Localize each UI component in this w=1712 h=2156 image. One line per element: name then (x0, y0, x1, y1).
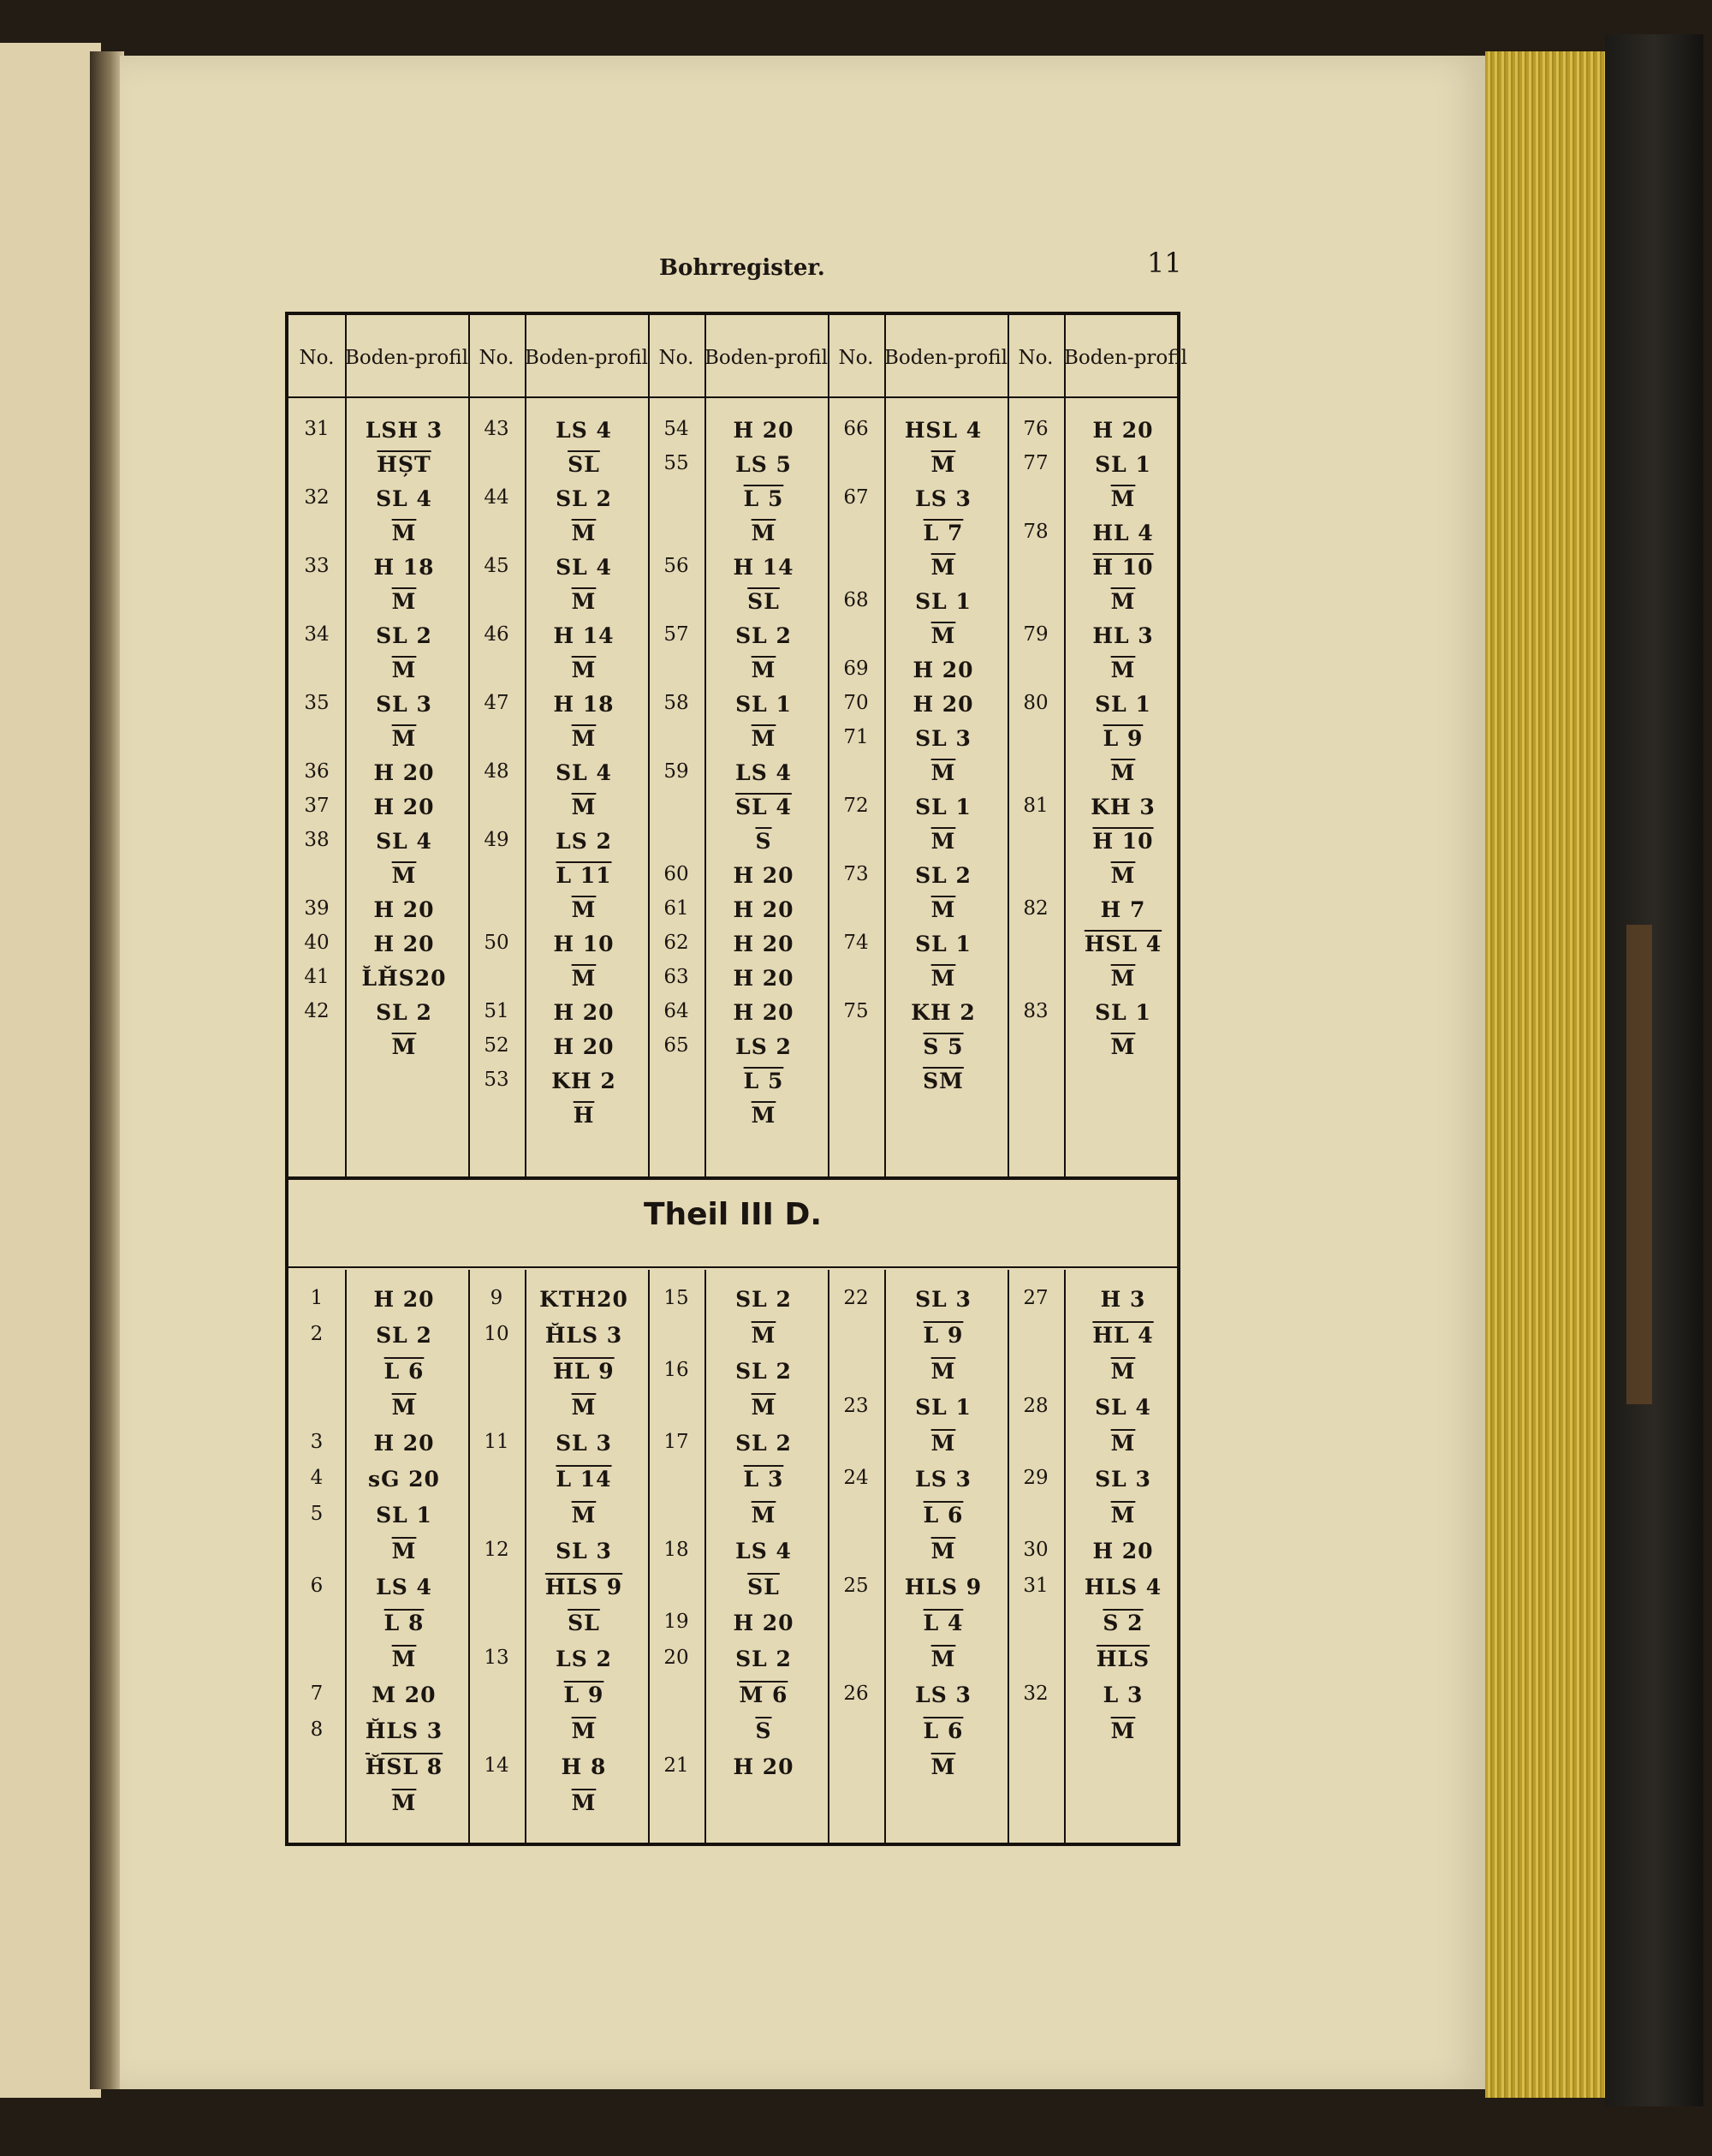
soil-profile: sG 20 (368, 1467, 440, 1492)
soil-profile: $\overline{M}$ (1110, 863, 1136, 888)
column-divider (1064, 1270, 1066, 1843)
soil-profile: LS 3 (915, 1683, 972, 1707)
soil-profile: M 20 (372, 1683, 437, 1707)
soil-profile: $\overline{M}$ (391, 1539, 417, 1563)
soil-profile: $\overline{M}$ (571, 589, 597, 614)
soil-profile: $\overline{M}$ (1110, 1359, 1136, 1384)
soil-profile: SL 3 (376, 692, 432, 717)
entry-number: 76 (1023, 418, 1049, 440)
soil-profile: SL 4 (376, 486, 432, 511)
soil-profile: H 20 (733, 932, 794, 956)
soil-profile: $\overline{M}$ (1110, 486, 1136, 511)
book-gutter (90, 51, 124, 2089)
soil-profile: SL 1 (735, 692, 792, 717)
entry-number: 70 (843, 692, 869, 714)
soil-profile: $\overline{M}$ (930, 452, 956, 477)
soil-profile: KTH20 (539, 1287, 628, 1312)
entry-number: 83 (1023, 1000, 1049, 1022)
soil-profile: L 9 (1103, 726, 1144, 751)
soil-profile: $\overline{M}$ (571, 521, 597, 545)
page-number: 11 (1147, 247, 1182, 279)
entry-number: 16 (663, 1359, 689, 1381)
entry-number: 39 (304, 897, 330, 920)
soil-profile: LSH 3 (365, 418, 443, 443)
cover-wear (1626, 925, 1652, 1404)
book-cover (1605, 34, 1703, 2106)
soil-profile: SL 3 (556, 1431, 612, 1456)
entry-number: 80 (1023, 692, 1049, 714)
soil-profile: $\overline{M}$ (930, 897, 956, 922)
soil-profile: L 3 (743, 1467, 784, 1492)
soil-profile: SL 4 (735, 795, 792, 819)
soil-profile: $\overline{M}$ (571, 726, 597, 751)
entry-number: 21 (663, 1754, 689, 1777)
soil-profile: $\overline{SL}$ (568, 452, 600, 477)
entry-number: 57 (663, 623, 689, 646)
soil-profile: H 14 (553, 623, 615, 648)
soil-profile: SL 1 (915, 1395, 972, 1420)
soil-profile: LS 3 (915, 1467, 972, 1492)
entry-number: 9 (490, 1287, 503, 1309)
soil-profile: H 20 (373, 760, 435, 785)
column-header-profile: Boden-profil (884, 346, 1008, 369)
entry-number: 43 (484, 418, 509, 440)
soil-profile: $\overline{M}$ (391, 1395, 417, 1420)
entry-number: 68 (843, 589, 869, 611)
soil-profile: SL 2 (556, 486, 612, 511)
soil-profile: S 2 (1103, 1611, 1144, 1635)
soil-profile: HLS 9 (904, 1575, 983, 1599)
entry-number: 2 (310, 1323, 324, 1345)
soil-profile: HL 3 (1092, 623, 1154, 648)
soil-profile: SL 3 (1095, 1467, 1151, 1492)
entry-number: 4 (310, 1467, 324, 1489)
soil-profile: H 3 (1100, 1287, 1146, 1312)
soil-profile: H 10 (1092, 555, 1154, 580)
entry-number: 30 (1023, 1539, 1049, 1561)
soil-profile: H 20 (733, 1754, 794, 1779)
soil-profile: $\overline{M}$ (571, 897, 597, 922)
entry-number: 67 (843, 486, 869, 509)
soil-profile: L 3 (1103, 1683, 1144, 1707)
soil-profile: L 9 (923, 1323, 964, 1348)
entry-number: 72 (843, 795, 869, 817)
entry-number: 66 (843, 418, 869, 440)
column-header-no: No. (299, 346, 335, 369)
soil-profile: $\overline{M}$ (1110, 1034, 1136, 1059)
entry-number: 23 (843, 1395, 869, 1417)
entry-number: 64 (663, 1000, 689, 1022)
entry-number: 63 (663, 966, 689, 988)
soil-profile: $\overline{M}$ (1110, 1431, 1136, 1456)
soil-profile: $\overline{M}$ (391, 1790, 417, 1815)
column-divider (1008, 315, 1009, 1180)
soil-profile: H 20 (373, 932, 435, 956)
soil-profile: H 20 (1092, 1539, 1154, 1563)
column-divider (704, 315, 706, 1180)
soil-profile: $\overline{M}$ (751, 658, 776, 682)
entry-number: 28 (1023, 1395, 1049, 1417)
soil-profile: $\overline{M}$ (751, 1395, 776, 1420)
soil-profile: H 7 (1100, 897, 1146, 922)
soil-profile: H 8 (561, 1754, 607, 1779)
soil-profile: $\overline{M}$ (391, 1647, 417, 1671)
soil-profile: HL 4 (1092, 521, 1154, 545)
soil-profile: $\overline{SL}$ (747, 589, 780, 614)
soil-profile: H 20 (733, 418, 794, 443)
entry-number: 75 (843, 1000, 869, 1022)
entry-number: 53 (484, 1069, 509, 1091)
column-header-no: No. (658, 346, 694, 369)
soil-profile: L 8 (383, 1611, 425, 1635)
soil-profile: L 14 (556, 1467, 612, 1492)
entry-number: 26 (843, 1683, 869, 1705)
soil-profile: L 5 (743, 486, 784, 511)
soil-profile: LS 2 (556, 829, 612, 854)
entry-number: 77 (1023, 452, 1049, 474)
entry-number: 65 (663, 1034, 689, 1057)
entry-number: 36 (304, 760, 330, 783)
soil-profile: $\overline{M}$ (1110, 760, 1136, 785)
bohrregister-table (285, 312, 1187, 1846)
entry-number: 27 (1023, 1287, 1049, 1309)
column-divider (525, 1270, 526, 1843)
soil-profile: HLS 9 (544, 1575, 623, 1599)
soil-profile: SL 2 (735, 623, 792, 648)
section-rule (288, 1266, 1177, 1268)
soil-profile: LS 3 (915, 486, 972, 511)
entry-number: 13 (484, 1647, 509, 1669)
soil-profile: H̆LS 3 (544, 1323, 623, 1348)
soil-profile: SL 2 (376, 1000, 432, 1025)
soil-profile: SL 2 (376, 1323, 432, 1348)
column-divider (884, 1270, 886, 1843)
soil-profile: $\overline{M}$ (930, 760, 956, 785)
soil-profile: $\overline{M}$ (930, 1359, 956, 1384)
soil-profile: $\overline{SL}$ (568, 1611, 600, 1635)
soil-profile: SL 4 (556, 760, 612, 785)
entry-number: 46 (484, 623, 509, 646)
entry-number: 81 (1023, 795, 1049, 817)
entry-number: 55 (663, 452, 689, 474)
soil-profile: HSL 4 (904, 418, 983, 443)
entry-number: 71 (843, 726, 869, 748)
soil-profile: L 11 (556, 863, 612, 888)
soil-profile: H 20 (373, 795, 435, 819)
entry-number: 37 (304, 795, 330, 817)
entry-number: 49 (484, 829, 509, 851)
soil-profile: SL 1 (915, 795, 972, 819)
column-divider (525, 315, 526, 1180)
entry-number: 15 (663, 1287, 689, 1309)
soil-profile: L 6 (923, 1503, 964, 1528)
soil-profile: $\overline{M}$ (751, 1103, 776, 1128)
soil-profile: H 18 (553, 692, 615, 717)
entry-number: 59 (663, 760, 689, 783)
entry-number: 60 (663, 863, 689, 885)
soil-profile: $\overline{SM}$ (923, 1069, 964, 1093)
entry-number: 32 (1023, 1683, 1049, 1705)
entry-number: 14 (484, 1754, 509, 1777)
soil-profile: LS 4 (735, 760, 792, 785)
soil-profile: L 6 (383, 1359, 425, 1384)
soil-profile: H 20 (373, 897, 435, 922)
soil-profile: $\overline{M}$ (751, 1503, 776, 1528)
soil-profile: SL 1 (915, 589, 972, 614)
soil-profile: H 20 (373, 1287, 435, 1312)
entry-number: 79 (1023, 623, 1049, 646)
column-divider (884, 315, 886, 1180)
soil-profile: H 20 (733, 897, 794, 922)
section-title: Theil III D. (643, 1197, 823, 1232)
entry-number: 32 (304, 486, 330, 509)
entry-number: 35 (304, 692, 330, 714)
soil-profile: H 18 (373, 555, 435, 580)
entry-number: 42 (304, 1000, 330, 1022)
soil-profile: $\overline{M}$ (391, 726, 417, 751)
soil-profile: $\overline{H}$ (573, 1103, 595, 1128)
soil-profile: SL 4 (556, 555, 612, 580)
soil-profile: $\overline{S}$ (755, 829, 772, 854)
soil-profile: $\overline{M}$ (1110, 1503, 1136, 1528)
soil-profile: $\overline{M}$ (930, 966, 956, 991)
soil-profile: H 20 (553, 1034, 615, 1059)
entry-number: 19 (663, 1611, 689, 1633)
entry-number: 31 (304, 418, 330, 440)
entry-number: 20 (663, 1647, 689, 1669)
soil-profile: $\overline{M}$ (930, 1647, 956, 1671)
section-rule (288, 1176, 1177, 1180)
column-header-profile: Boden-profil (1064, 346, 1187, 369)
column-header-no: No. (1018, 346, 1054, 369)
soil-profile: $\overline{M}$ (391, 863, 417, 888)
soil-profile: $\overline{M}$ (571, 966, 597, 991)
soil-profile: $\overline{M}$ (751, 726, 776, 751)
entry-number: 18 (663, 1539, 689, 1561)
soil-profile: H 20 (733, 863, 794, 888)
soil-profile: H 10 (553, 932, 615, 956)
entry-number: 31 (1023, 1575, 1049, 1597)
entry-number: 34 (304, 623, 330, 646)
soil-profile: H 20 (912, 692, 974, 717)
soil-profile: H 20 (733, 966, 794, 991)
entry-number: 61 (663, 897, 689, 920)
soil-profile: SL 2 (735, 1359, 792, 1384)
entry-number: 82 (1023, 897, 1049, 920)
soil-profile: H 20 (553, 1000, 615, 1025)
entry-number: 69 (843, 658, 869, 680)
soil-profile: HLS 4 (1084, 1575, 1162, 1599)
entry-number: 41 (304, 966, 330, 988)
soil-profile: SL 3 (915, 1287, 972, 1312)
column-divider (345, 315, 347, 1180)
soil-profile: H̆SL 8 (365, 1754, 443, 1779)
soil-profile: L 5 (743, 1069, 784, 1093)
soil-profile: H 20 (373, 1431, 435, 1456)
column-divider (345, 1270, 347, 1843)
column-header-no: No. (838, 346, 874, 369)
entry-number: 33 (304, 555, 330, 577)
soil-profile: KH 2 (911, 1000, 976, 1025)
soil-profile: SL 1 (376, 1503, 432, 1528)
soil-profile: SL 1 (915, 932, 972, 956)
soil-profile: SL 2 (376, 623, 432, 648)
soil-profile: H̆LS 3 (365, 1718, 443, 1743)
soil-profile: LS 2 (556, 1647, 612, 1671)
soil-profile: $\overline{M}$ (571, 1503, 597, 1528)
entry-number: 47 (484, 692, 509, 714)
soil-profile: S 5 (923, 1034, 964, 1059)
entry-number: 44 (484, 486, 509, 509)
soil-profile: H 20 (733, 1000, 794, 1025)
soil-profile: H 20 (1092, 418, 1154, 443)
entry-number: 58 (663, 692, 689, 714)
soil-profile: SL 4 (1095, 1395, 1151, 1420)
entry-number: 48 (484, 760, 509, 783)
entry-number: 73 (843, 863, 869, 885)
entry-number: 3 (310, 1431, 324, 1453)
entry-number: 52 (484, 1034, 509, 1057)
entry-number: 1 (310, 1287, 324, 1309)
soil-profile: H 20 (912, 658, 974, 682)
soil-profile: $\overline{M}$ (930, 555, 956, 580)
soil-profile: $\overline{HȘT}$ (377, 452, 431, 477)
soil-profile: $\overline{M}$ (930, 829, 956, 854)
soil-profile: $\overline{M}$ (1110, 1718, 1136, 1743)
running-head: Bohrregister. (659, 255, 825, 281)
soil-profile: $\overline{M}$ (930, 623, 956, 648)
entry-number: 40 (304, 932, 330, 954)
soil-profile: $\overline{SL}$ (747, 1575, 780, 1599)
entry-number: 74 (843, 932, 869, 954)
soil-profile: LS 5 (735, 452, 792, 477)
soil-profile: $\overline{M}$ (930, 1754, 956, 1779)
soil-profile: $\overline{M}$ (930, 1539, 956, 1563)
entry-number: 5 (310, 1503, 324, 1525)
soil-profile: SL 1 (1095, 452, 1151, 477)
entry-number: 45 (484, 555, 509, 577)
soil-profile: $\overline{M}$ (1110, 966, 1136, 991)
entry-number: 54 (663, 418, 689, 440)
soil-profile: LS 4 (735, 1539, 792, 1563)
soil-profile: $\overline{M}$ (930, 1431, 956, 1456)
soil-profile: L 4 (923, 1611, 964, 1635)
soil-profile: $\overline{M}$ (391, 521, 417, 545)
soil-profile: $\overline{M}$ (571, 1395, 597, 1420)
entry-number: 17 (663, 1431, 689, 1453)
column-header-profile: Boden-profil (345, 346, 468, 369)
soil-profile: H 14 (733, 555, 794, 580)
entry-number: 50 (484, 932, 509, 954)
soil-profile: SL 2 (735, 1431, 792, 1456)
entry-number: 24 (843, 1467, 869, 1489)
page-edges (1485, 51, 1605, 2098)
soil-profile: $\overline{M}$ (571, 658, 597, 682)
entry-number: 6 (310, 1575, 324, 1597)
soil-profile: HL 9 (553, 1359, 615, 1384)
soil-profile: L 7 (923, 521, 964, 545)
soil-profile: $\overline{M}$ (571, 795, 597, 819)
soil-profile: $\overline{M}$ (751, 1323, 776, 1348)
soil-profile: $\overline{HLS}$ (1096, 1647, 1150, 1671)
entry-number: 56 (663, 555, 689, 577)
entry-number: 11 (484, 1431, 509, 1453)
soil-profile: SL 2 (735, 1647, 792, 1671)
soil-profile: LS 4 (556, 418, 612, 443)
soil-profile: SL 1 (1095, 1000, 1151, 1025)
soil-profile: L̆H̆S20 (361, 966, 447, 991)
entry-number: 10 (484, 1323, 509, 1345)
entry-number: 12 (484, 1539, 509, 1561)
entry-number: 25 (843, 1575, 869, 1597)
soil-profile: $\overline{M}$ (571, 1718, 597, 1743)
soil-profile: $\overline{M}$ (571, 1790, 597, 1815)
column-divider (1064, 315, 1066, 1180)
soil-profile: SL 4 (376, 829, 432, 854)
soil-profile: $\overline{M}$ (391, 658, 417, 682)
soil-profile: L 6 (923, 1718, 964, 1743)
column-divider (828, 1270, 829, 1843)
entry-number: 62 (663, 932, 689, 954)
soil-profile: HL 4 (1092, 1323, 1154, 1348)
soil-profile: KH 3 (1091, 795, 1156, 819)
column-header-no: No. (479, 346, 514, 369)
soil-profile: SL 1 (1095, 692, 1151, 717)
soil-profile: $\overline{M}$ (1110, 658, 1136, 682)
entry-number: 78 (1023, 521, 1049, 543)
soil-profile: LS 4 (376, 1575, 432, 1599)
soil-profile: $\overline{M}$ (391, 589, 417, 614)
soil-profile: L 9 (563, 1683, 604, 1707)
entry-number: 8 (310, 1718, 324, 1741)
soil-profile: HSL 4 (1084, 932, 1162, 956)
soil-profile: SL 2 (915, 863, 972, 888)
soil-profile: $\overline{S}$ (755, 1718, 772, 1743)
soil-profile: H 20 (733, 1611, 794, 1635)
soil-profile: $\overline{M}$ (751, 521, 776, 545)
entry-number: 51 (484, 1000, 509, 1022)
soil-profile: SL 3 (556, 1539, 612, 1563)
left-page-edge (0, 43, 101, 2098)
entry-number: 7 (310, 1683, 324, 1705)
soil-profile: H 10 (1092, 829, 1154, 854)
soil-profile: SL 2 (735, 1287, 792, 1312)
entry-number: 22 (843, 1287, 869, 1309)
soil-profile: LS 2 (735, 1034, 792, 1059)
entry-number: 38 (304, 829, 330, 851)
soil-profile: M 6 (739, 1683, 788, 1707)
soil-profile: $\overline{M}$ (391, 1034, 417, 1059)
column-divider (704, 1270, 706, 1843)
soil-profile: SL 3 (915, 726, 972, 751)
soil-profile: KH 2 (551, 1069, 616, 1093)
entry-number: 29 (1023, 1467, 1049, 1489)
column-header-profile: Boden-profil (525, 346, 648, 369)
soil-profile: $\overline{M}$ (1110, 589, 1136, 614)
column-header-profile: Boden-profil (704, 346, 828, 369)
